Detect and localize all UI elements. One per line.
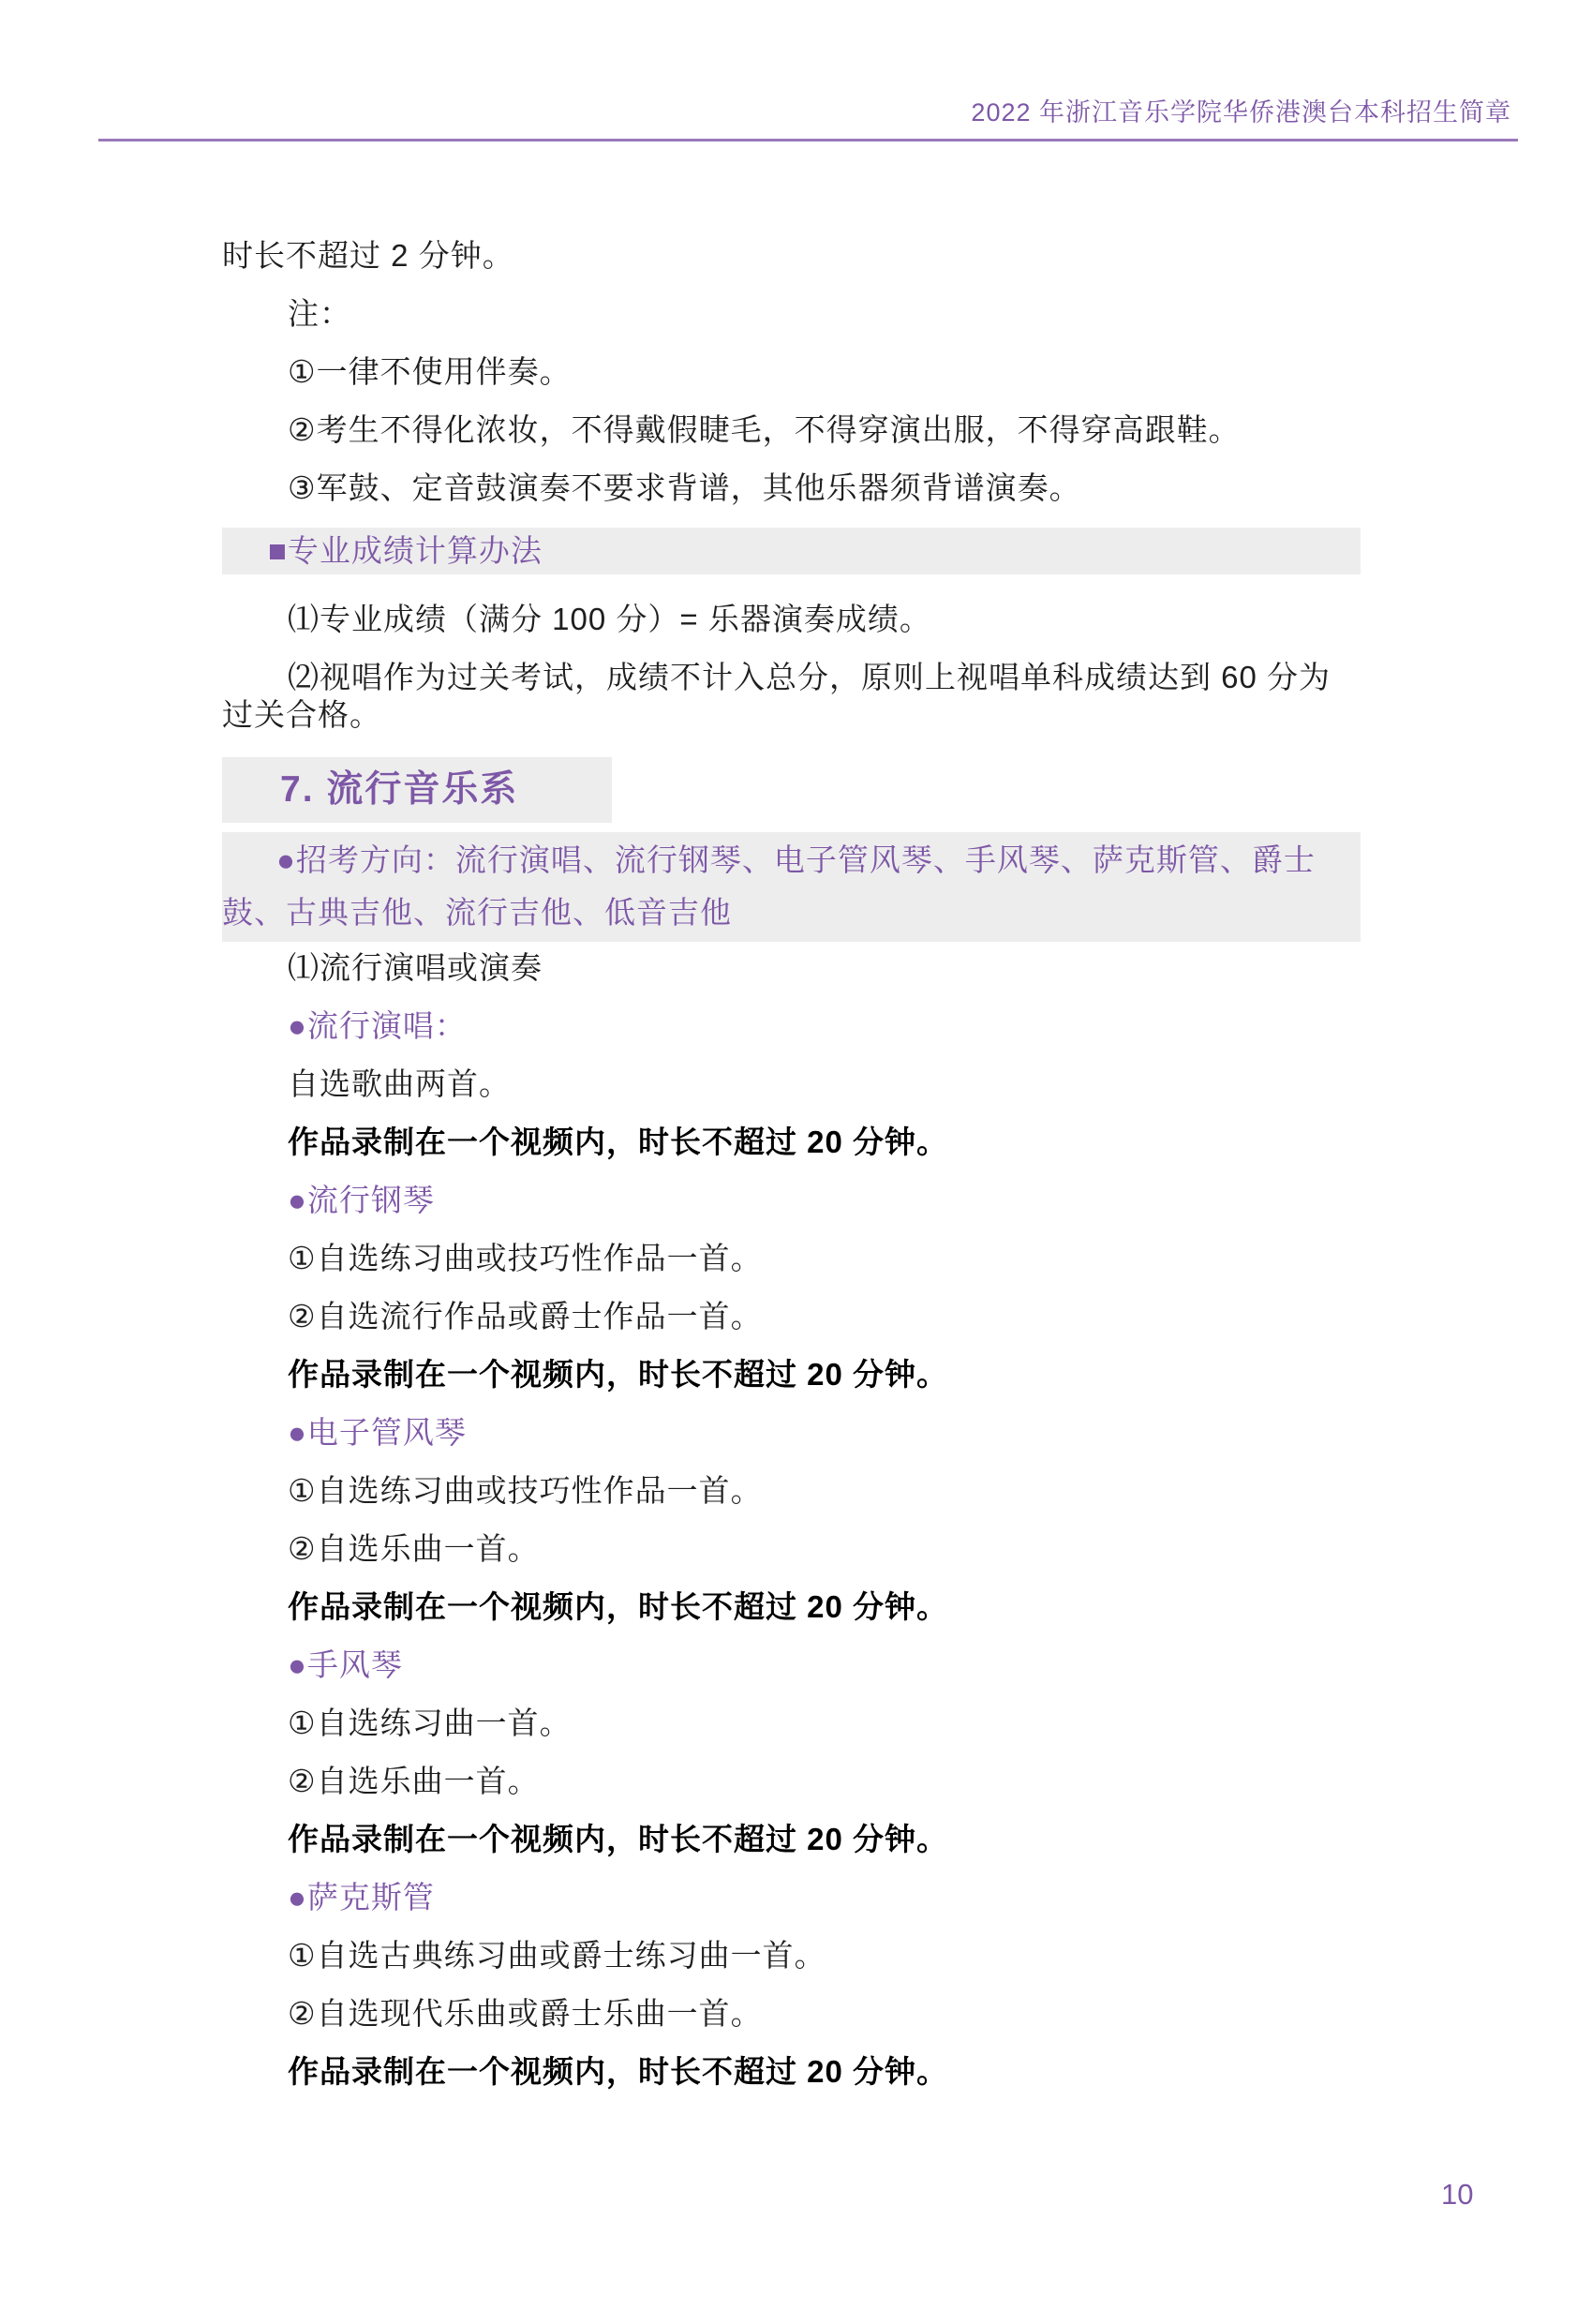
bullet-heading-saxophone: ●萨克斯管	[288, 1880, 435, 1914]
bold-note-video-limit: 作品录制在一个视频内，时长不超过 20 分钟。	[288, 2054, 949, 2089]
paragraph-note-1: ①一律不使用伴奏。	[288, 354, 572, 389]
page-header-title: 2022 年浙江音乐学院华侨港澳台本科招生简章	[971, 98, 1511, 127]
bold-note-video-limit: 作品录制在一个视频内，时长不超过 20 分钟。	[288, 1357, 949, 1392]
paragraph-pop-piano-req-2: ②自选流行作品或爵士作品一首。	[288, 1299, 763, 1333]
paragraph-note-label: 注：	[288, 296, 351, 331]
document-body	[222, 237, 1361, 2111]
paragraph-note-2: ②考生不得化浓妆，不得戴假睫毛，不得穿演出服，不得穿高跟鞋。	[288, 412, 1241, 447]
subsection-bar-admission-directions: ●招考方向：流行演唱、流行钢琴、电子管风琴、手风琴、萨克斯管、爵士鼓、古典吉他、流行吉他、低音吉他	[222, 832, 1361, 942]
paragraph-organ-req-2: ②自选乐曲一首。	[288, 1531, 540, 1566]
paragraph-score-rule-1: ⑴专业成绩（满分 100 分）= 乐器演奏成绩。	[288, 602, 931, 636]
section-heading-pop-music-department: 7. 流行音乐系	[222, 757, 612, 823]
bullet-heading-electronic-organ: ●电子管风琴	[288, 1415, 467, 1450]
paragraph-accordion-req-2: ②自选乐曲一首。	[288, 1764, 540, 1798]
paragraph-organ-req-1: ①自选练习曲或技巧性作品一首。	[288, 1473, 763, 1508]
bullet-heading-pop-vocal: ●流行演唱：	[288, 1008, 467, 1043]
paragraph-item-1: ⑴流行演唱或演奏	[288, 950, 543, 985]
subsection-bar-score-calculation: ■专业成绩计算办法	[222, 528, 1361, 574]
paragraph-pop-piano-req-1: ①自选练习曲或技巧性作品一首。	[288, 1241, 763, 1275]
bullet-heading-accordion: ●手风琴	[288, 1647, 403, 1682]
header-rule	[98, 139, 1518, 142]
paragraph-duration-note: 时长不超过 2 分钟。	[222, 238, 514, 273]
paragraph-score-rule-2: ⑵视唱作为过关考试，成绩不计入总分，原则上视唱单科成绩达到 60 分为过关合格。	[222, 660, 1332, 732]
bullet-heading-pop-piano: ●流行钢琴	[288, 1183, 435, 1217]
paragraph-saxophone-req-2: ②自选现代乐曲或爵士乐曲一首。	[288, 1996, 763, 2031]
paragraph-accordion-req-1: ①自选练习曲一首。	[288, 1706, 572, 1740]
bold-note-video-limit: 作品录制在一个视频内，时长不超过 20 分钟。	[288, 1589, 949, 1624]
bold-note-video-limit: 作品录制在一个视频内，时长不超过 20 分钟。	[288, 1125, 949, 1159]
bold-note-video-limit: 作品录制在一个视频内，时长不超过 20 分钟。	[288, 1822, 949, 1856]
paragraph-saxophone-req-1: ①自选古典练习曲或爵士练习曲一首。	[288, 1938, 826, 1973]
page-number: 10	[1441, 2178, 1474, 2211]
paragraph-pop-vocal-req: 自选歌曲两首。	[288, 1066, 511, 1101]
paragraph-note-3: ③军鼓、定音鼓演奏不要求背谱，其他乐器须背谱演奏。	[288, 470, 1081, 505]
